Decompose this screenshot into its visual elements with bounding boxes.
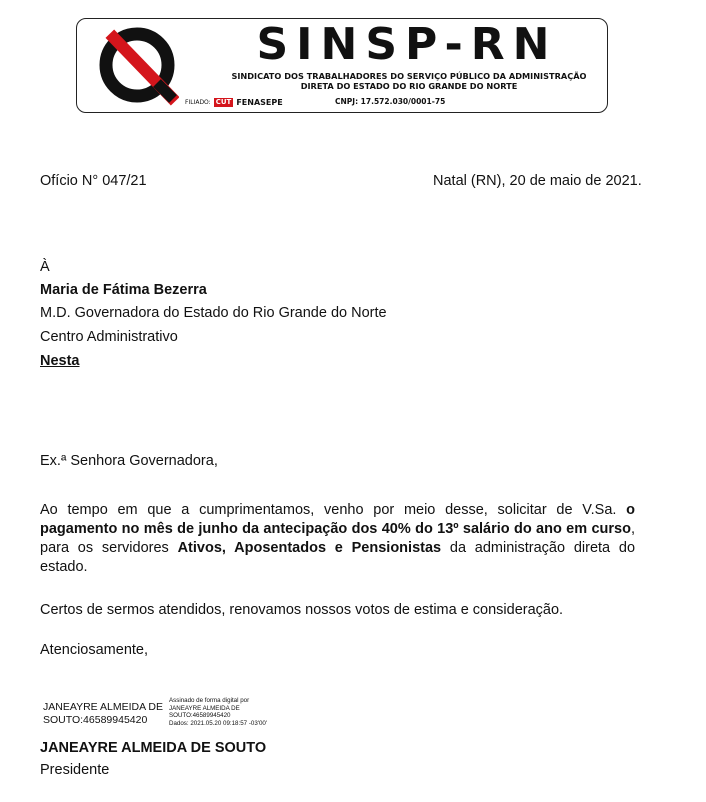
digital-signature-line4: Dados: 2021.05.20 09:18:57 -03'00': [169, 719, 268, 727]
fenasepe-label: FENASEPE: [236, 98, 283, 107]
body-p1-request: o pagamento no mês de junho da antecipação dos 40% do 13º salário do ano em curso: [40, 502, 635, 537]
signature-stamp-line1: JANEAYRE ALMEIDA DE: [43, 701, 164, 713]
body-p1-e: da administração direta do estado.: [40, 540, 636, 575]
recipient-role: M.D. Governadora do Estado do Rio Grande do Norte: [40, 305, 387, 321]
digital-signature-line3: SOUTO:46589945420: [169, 712, 231, 720]
signature-stamp-line2: SOUTO:46589945420: [43, 714, 148, 726]
digital-signature-line1: Assinado de forma digital por: [169, 697, 250, 704]
oficio-number: Ofício N° 047/21: [40, 173, 147, 189]
closing: Atenciosamente,: [40, 642, 149, 658]
digital-signature-line2: JANEAYRE ALMEIDA DE: [169, 704, 240, 712]
org-name-line2: DIRETA DO ESTADO DO RIO GRANDE DO NORTE: [300, 81, 518, 91]
body-paragraph-1: [40, 501, 635, 577]
affiliation: [185, 98, 283, 107]
affiliation-label: FILIADO:: [185, 99, 211, 106]
body-p1-a: Ao tempo em que a cumprimentamos, venho por meio desse, solicitar de V.Sa.: [40, 502, 627, 518]
signatory-title: Presidente: [40, 762, 110, 778]
body-p1-beneficiaries: Ativos, Aposentados e Pensionistas: [177, 540, 442, 556]
digital-signature-details: [169, 697, 267, 727]
signature-stamp-name: [43, 701, 163, 727]
recipient-nesta: Nesta: [40, 353, 80, 369]
letter-date: Natal (RN), 20 de maio de 2021.: [433, 173, 642, 189]
salutation: Ex.ª Senhora Governadora,: [40, 453, 218, 469]
signatory-name: JANEAYRE ALMEIDA DE SOUTO: [40, 740, 267, 756]
cut-logo: CUT: [215, 98, 232, 106]
recipient-place: Centro Administrativo: [40, 329, 178, 345]
body-p1-c: , para os servidores: [40, 521, 635, 556]
recipient-name: Maria de Fátima Bezerra: [40, 282, 207, 298]
body-paragraph-2: Certos de sermos atendidos, renovamos nossos votos de estima e consideração.: [40, 602, 564, 618]
org-name-line1: SINDICATO DOS TRABALHADORES DO SERVIÇO PÚBLICO DA ADMINISTRAÇÃO: [231, 71, 587, 81]
cnpj: CNPJ: 17.572.030/0001-75: [335, 97, 446, 106]
sinsp-logo-icon: [97, 25, 179, 107]
recipient-prefix: À: [40, 259, 50, 275]
letterhead: [76, 18, 608, 113]
brand-name: SINSP-RN: [256, 19, 558, 70]
